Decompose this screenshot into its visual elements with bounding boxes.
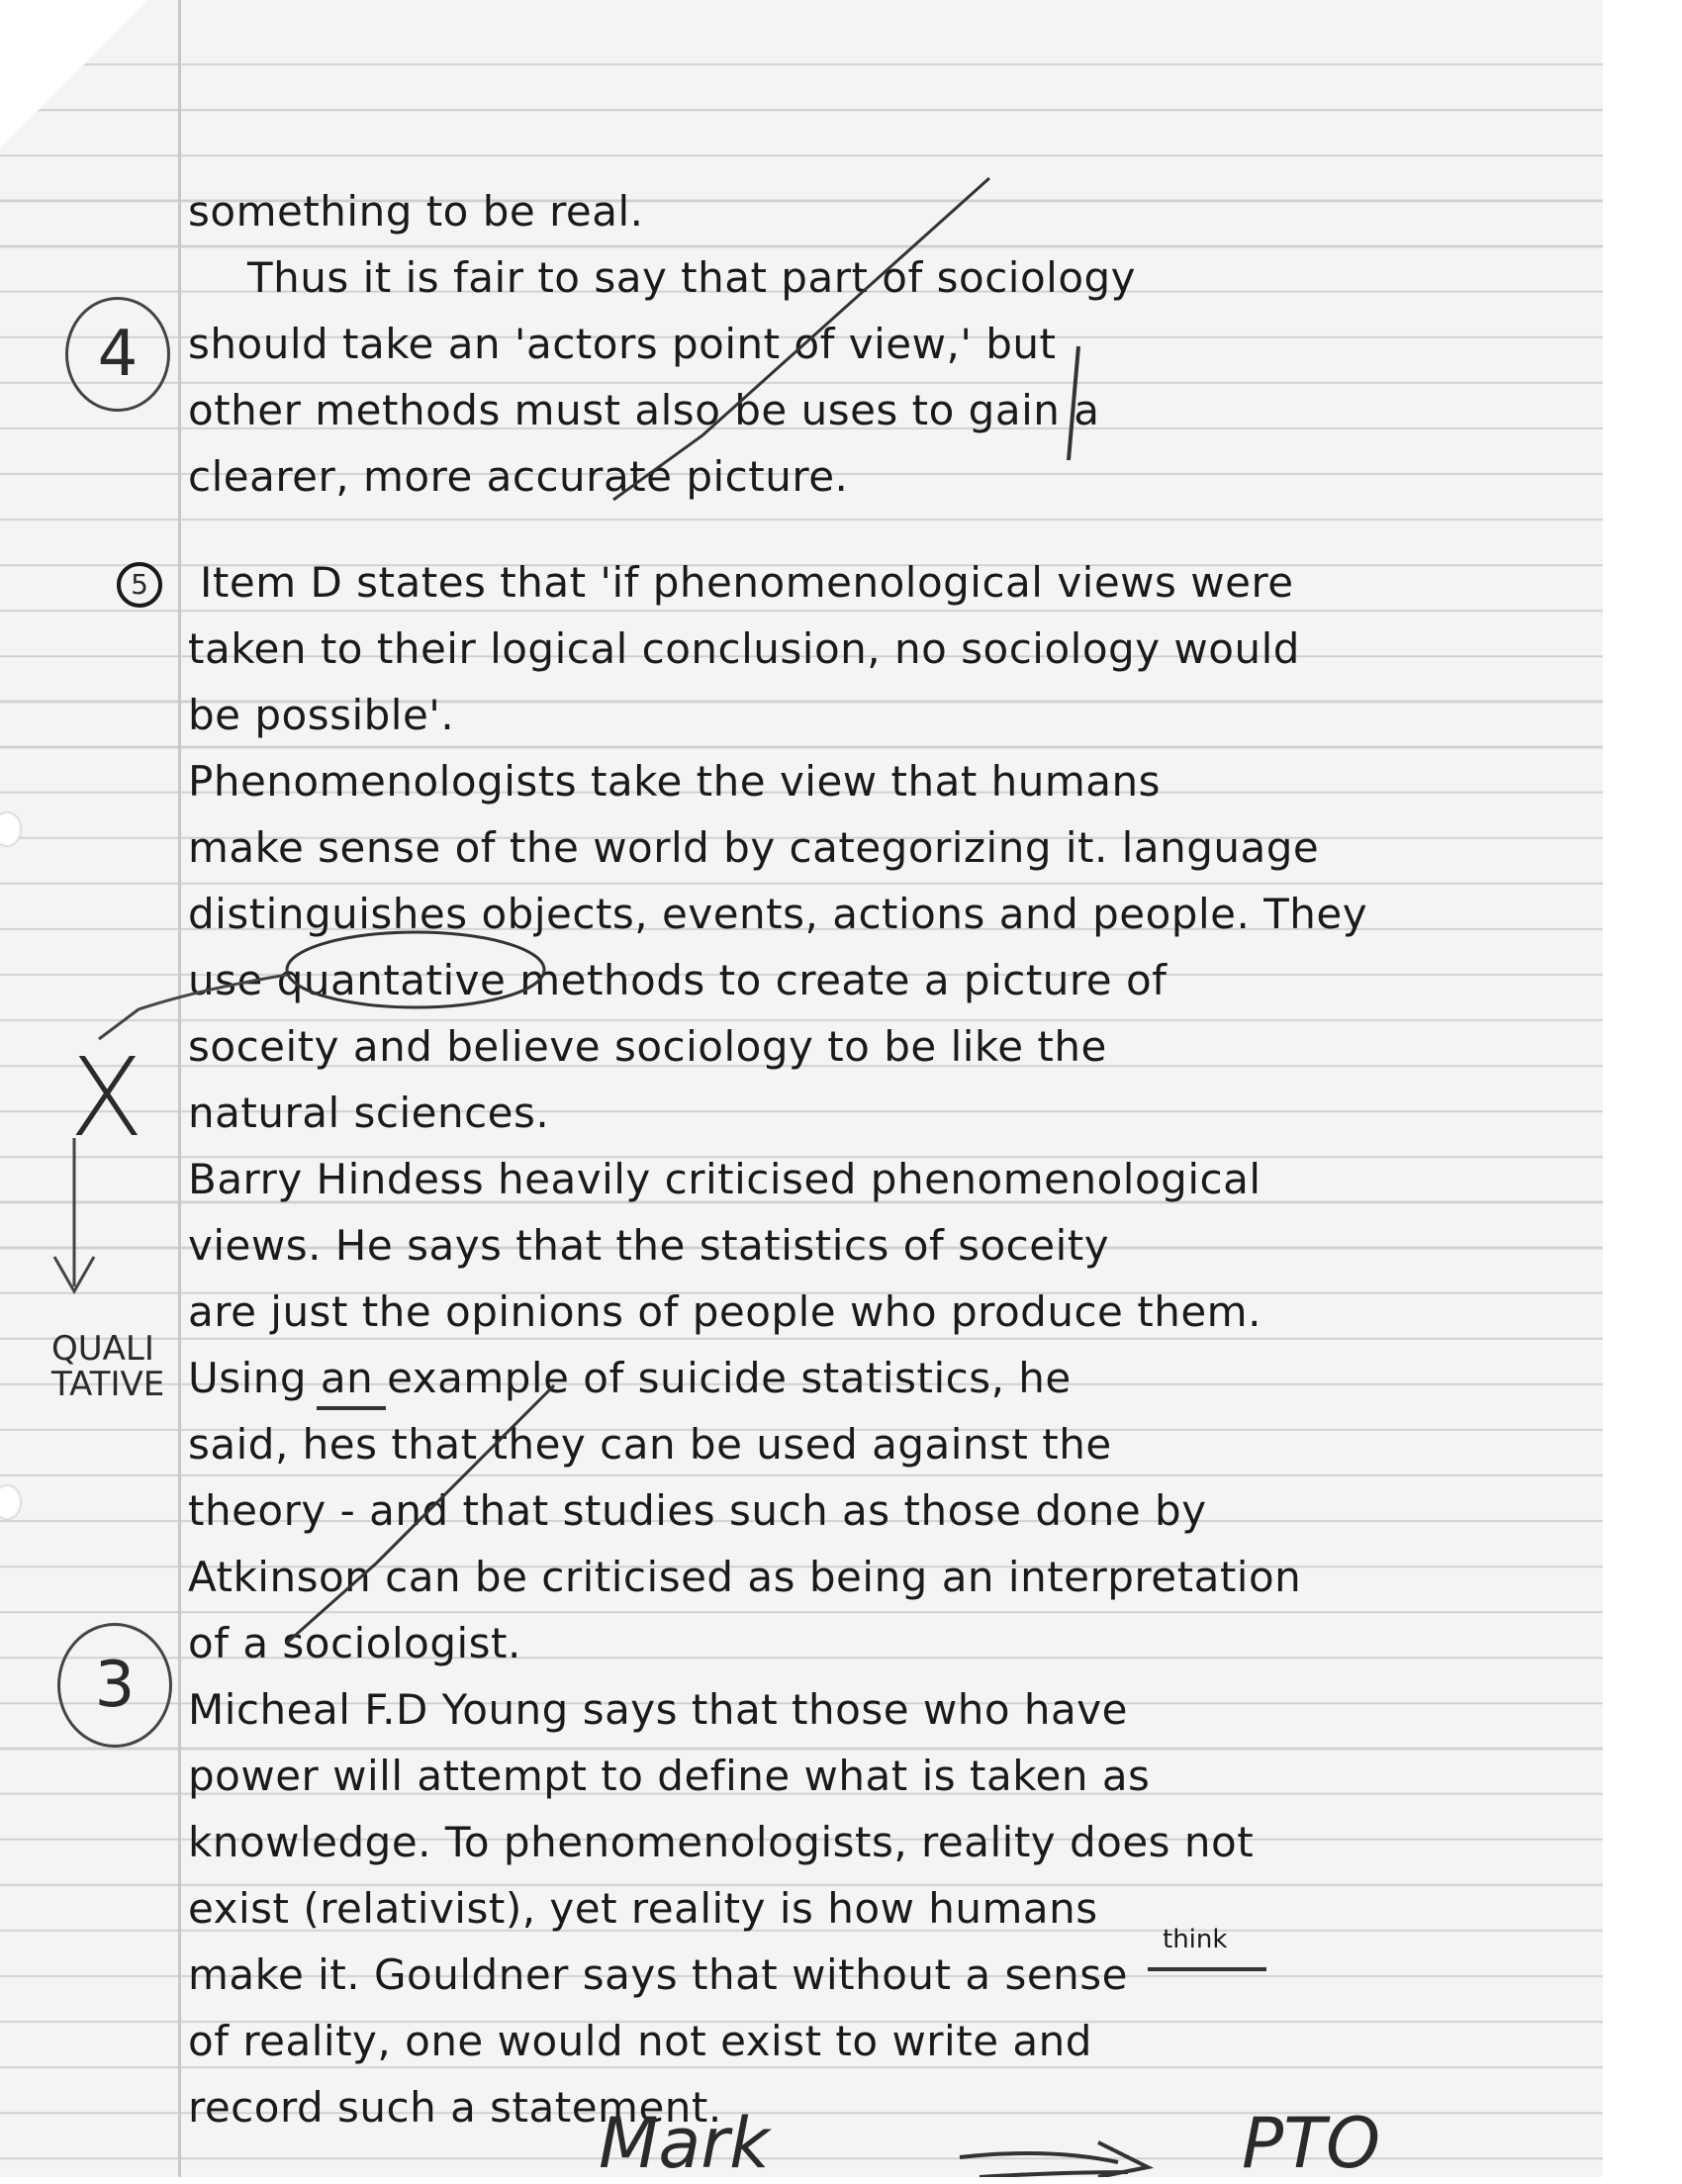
tick-mark — [287, 1385, 554, 1643]
score-circle-b: 3 — [57, 1623, 172, 1748]
text-line: use quantative methods to create a picture of — [188, 956, 1168, 1004]
arrow-line — [99, 975, 287, 1039]
text-line: Using an example of suicide statistics, he — [188, 1354, 1072, 1402]
text-line: exist (relativist), yet reality is how humans — [188, 1884, 1098, 1933]
footer-pto: PTO — [1242, 2103, 1381, 2184]
text-line: Micheal F.D Young says that those who have — [188, 1685, 1128, 1734]
text-line: views. He says that the statistics of soceity — [188, 1221, 1110, 1270]
text-line: Phenomenologists take the view that humans — [188, 757, 1162, 806]
tick-mark — [613, 178, 989, 500]
text-line: something to be real. — [188, 187, 644, 236]
inserted-word: think — [1163, 1925, 1228, 1954]
text-line: record such a statement. — [188, 2083, 722, 2132]
text-line: Barry Hindess heavily criticised phenomenological — [188, 1155, 1262, 1203]
text-line: of reality, one would not exist to write and — [188, 2017, 1092, 2065]
margin-correction-line: TATIVE — [51, 1365, 165, 1404]
text-line: of a sociologist. — [188, 1619, 521, 1667]
footer-arrow — [960, 2142, 1148, 2177]
text-line: theory - and that studies such as those done by — [188, 1486, 1207, 1535]
text-line: power will attempt to define what is taken as — [188, 1752, 1151, 1800]
text-line: natural sciences. — [188, 1089, 550, 1137]
text-line: are just the opinions of people who produce them. — [188, 1287, 1262, 1336]
circle-mark — [287, 932, 544, 1007]
text-line: other methods must also be uses to gain a — [188, 386, 1100, 434]
text-line: Item D states that 'if phenomenological views were — [200, 558, 1294, 607]
text-line: Thus it is fair to say that part of sociology — [247, 253, 1137, 302]
text-line: make sense of the world by categorizing it. language — [188, 823, 1320, 872]
text-line: taken to their logical conclusion, no sociology would — [188, 624, 1300, 673]
text-line: should take an 'actors point of view,' but — [188, 320, 1057, 368]
score-circle-a: 4 — [65, 297, 170, 412]
text-line: distinguishes objects, events, actions and people. They — [188, 890, 1368, 938]
question-number: 5 — [117, 562, 162, 608]
text-line: be possible'. — [188, 691, 455, 739]
text-line: soceity and believe sociology to be like the — [188, 1022, 1107, 1071]
margin-correction-line: QUALI — [51, 1329, 154, 1369]
footer-mark-word: Mark — [599, 2103, 770, 2184]
text-line: clearer, more accurate picture. — [188, 452, 849, 501]
text-line: knowledge. To phenomenologists, reality does not — [188, 1818, 1255, 1866]
x-mark: X — [69, 1034, 144, 1161]
text-line: Atkinson can be criticised as being an interpretation — [188, 1553, 1302, 1601]
slash-mark — [1069, 346, 1078, 460]
text-line: said, hes that they can be used against the — [188, 1420, 1112, 1469]
text-line: make it. Gouldner says that without a sense — [188, 1950, 1129, 1999]
arrow-down — [54, 1138, 94, 1291]
